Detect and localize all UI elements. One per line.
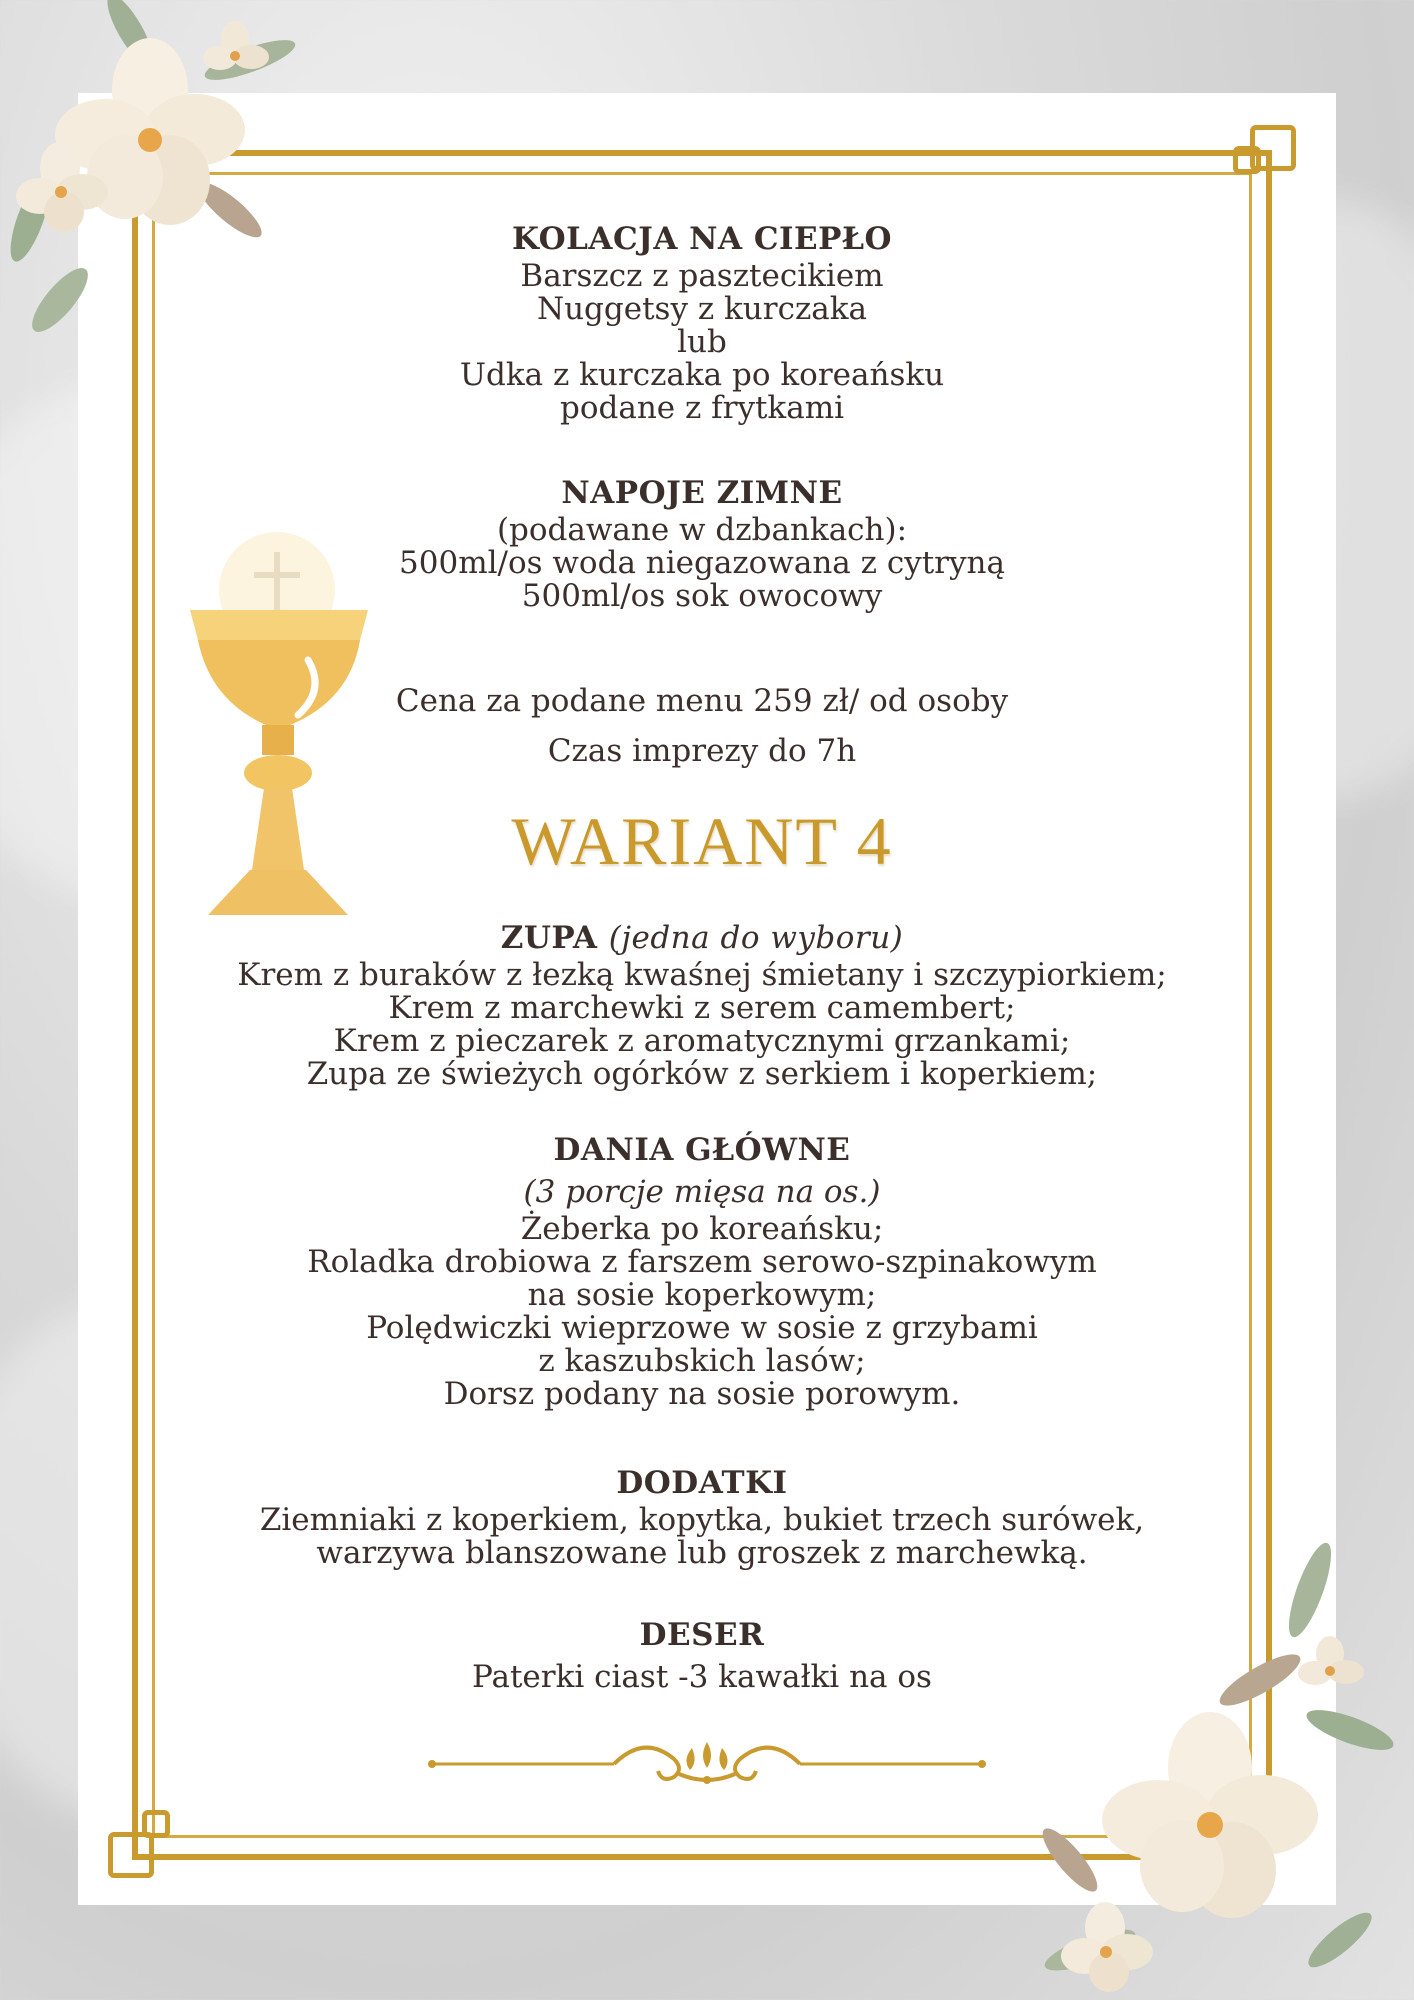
menu-line: Roladka drobiowa z farszem serowo-szpinakowym [307, 1244, 1097, 1280]
menu-line: Zupa ze świeżych ogórków z serkiem i koperkiem; [306, 1056, 1098, 1092]
section-note: (jedna do wyboru) [608, 920, 904, 956]
menu-line: Nuggetsy z kurczaka [536, 291, 868, 327]
section-heading: KOLACJA NA CIEPŁO [512, 221, 892, 257]
frame-corner-ornament [108, 1832, 154, 1878]
menu-line: Barszcz z pasztecikiem [520, 258, 884, 294]
duration-text: Czas imprezy do 7h [547, 733, 857, 769]
menu-line: 500ml/os sok owocowy [521, 578, 883, 614]
menu-line: lub [677, 324, 727, 360]
section-heading: ZUPA [500, 920, 598, 956]
menu-line: Krem z pieczarek z aromatycznymi grzankami; [333, 1023, 1071, 1059]
variant-title-block [152, 796, 1252, 886]
menu-line: Ziemniaki z koperkiem, kopytka, bukiet trzech surówek, [259, 1502, 1145, 1538]
menu-line: Krem z buraków z łezką kwaśnej śmietany i szczypiorkiem; [237, 957, 1167, 993]
menu-line: warzywa blanszowane lub groszek z marchewką. [316, 1535, 1088, 1571]
menu-line: Polędwiczki wieprzowe w sosie z grzybami [366, 1310, 1038, 1346]
frame-corner-ornament [142, 1810, 170, 1838]
section-note: (3 porcje mięsa na os.) [523, 1174, 881, 1210]
menu-line: Paterki ciast -3 kawałki na os [472, 1659, 932, 1695]
menu-line: z kaszubskich lasów; [538, 1343, 866, 1379]
menu-line: Żeberka po koreańsku; [520, 1211, 884, 1247]
flower-bouquet-icon [1010, 1530, 1414, 2000]
menu-line: (podawane w dzbankach): [496, 512, 908, 548]
price-text: Cena za podane menu 259 zł/ od osoby [395, 683, 1009, 719]
menu-line: 500ml/os woda niegazowana z cytryną [399, 545, 1005, 581]
menu-line: na sosie koperkowym; [527, 1277, 877, 1313]
menu-section-drinks [152, 472, 1252, 613]
section-heading: DESER [639, 1617, 765, 1653]
section-heading: DANIA GŁÓWNE [553, 1132, 851, 1168]
variant-title: WARIANT 4 [511, 803, 893, 879]
menu-line: Krem z marchewki z serem camembert; [388, 990, 1016, 1026]
menu-section-dinner [152, 218, 1252, 425]
menu-line: Udka z kurczaka po koreańsku [459, 357, 945, 393]
menu-section-dessert [152, 1614, 1252, 1698]
section-heading: NAPOJE ZIMNE [561, 475, 843, 511]
menu-line: podane z frytkami [559, 390, 845, 426]
section-heading: DODATKI [616, 1465, 788, 1501]
menu-line: Dorsz podany na sosie porowym. [443, 1376, 961, 1412]
ornament-divider-icon [424, 1724, 990, 1794]
frame-corner-ornament [1233, 146, 1261, 174]
price-info [152, 676, 1252, 776]
menu-section-sides [152, 1462, 1252, 1570]
menu-section-soup [152, 917, 1252, 1091]
menu-section-mains [152, 1129, 1252, 1411]
